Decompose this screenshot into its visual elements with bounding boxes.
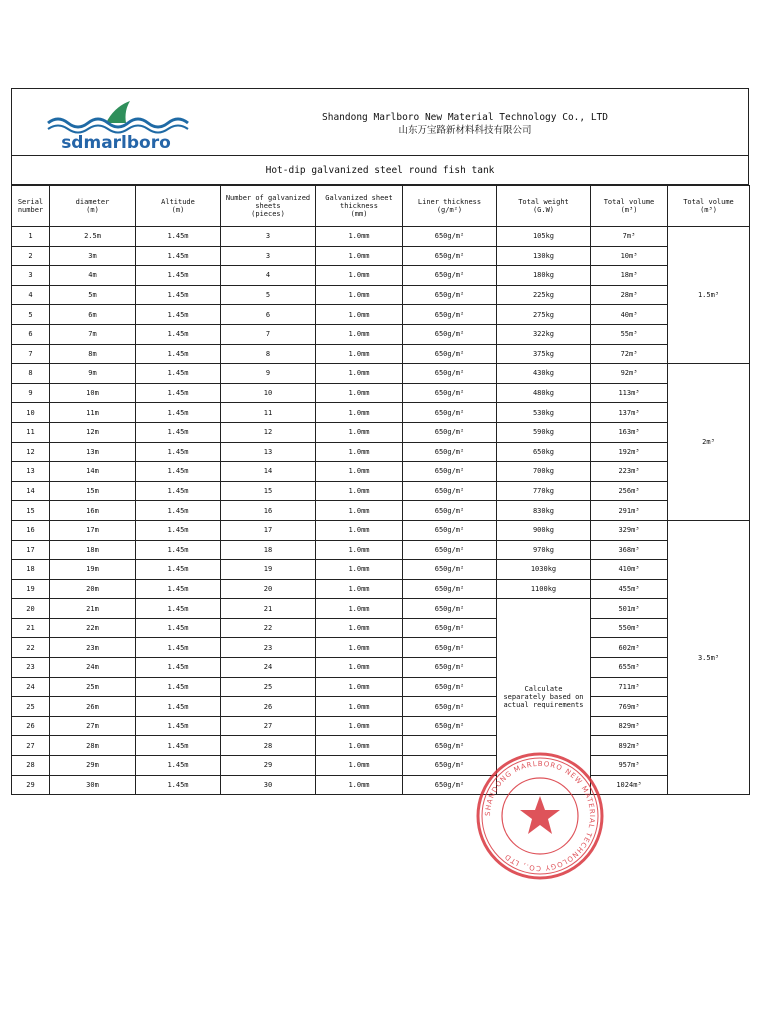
cell-n: 27 xyxy=(12,736,50,756)
cell-weight: 105kg xyxy=(497,227,591,247)
cell-d: 27m xyxy=(50,716,136,736)
column-header-unit: (g/m²) xyxy=(436,206,463,214)
cell-d: 21m xyxy=(50,599,136,619)
cell-a: 1.45m xyxy=(136,658,221,678)
cell-l: 650g/m² xyxy=(403,285,497,305)
column-header-unit: number xyxy=(17,206,44,214)
cell-a: 1.45m xyxy=(136,775,221,795)
cell-volume: 711m³ xyxy=(591,677,668,697)
cell-s: 24 xyxy=(221,658,316,678)
cell-s: 14 xyxy=(221,462,316,482)
cell-s: 28 xyxy=(221,736,316,756)
cell-s: 6 xyxy=(221,305,316,325)
table-row xyxy=(12,305,750,325)
cell-volume: 291m³ xyxy=(591,501,668,521)
cell-volume: 501m³ xyxy=(591,599,668,619)
cell-volume: 655m³ xyxy=(591,658,668,678)
cell-n: 5 xyxy=(12,305,50,325)
cell-l: 650g/m² xyxy=(403,481,497,501)
spec-table xyxy=(11,185,750,795)
cell-d: 24m xyxy=(50,658,136,678)
cell-l: 650g/m² xyxy=(403,462,497,482)
cell-d: 12m xyxy=(50,422,136,442)
cell-volume: 829m³ xyxy=(591,716,668,736)
table-row xyxy=(12,520,750,540)
cell-l: 650g/m² xyxy=(403,560,497,580)
column-header xyxy=(221,186,316,227)
column-header-label: diameter xyxy=(75,198,110,206)
company-logo xyxy=(44,97,189,151)
cell-t: 1.0mm xyxy=(316,579,403,599)
cell-t: 1.0mm xyxy=(316,618,403,638)
cell-weight: 700kg xyxy=(497,462,591,482)
cell-t: 1.0mm xyxy=(316,501,403,521)
cell-volume: 113m³ xyxy=(591,383,668,403)
cell-s: 4 xyxy=(221,266,316,286)
company-name-cn: 山东万宝路新材料科技有限公司 xyxy=(398,125,532,136)
column-header-label: Galvanized sheet thickness xyxy=(325,194,393,210)
table-row xyxy=(12,540,750,560)
cell-n: 3 xyxy=(12,266,50,286)
cell-l: 650g/m² xyxy=(403,618,497,638)
cell-l: 650g/m² xyxy=(403,227,497,247)
cell-weight: 1100kg xyxy=(497,579,591,599)
cell-l: 650g/m² xyxy=(403,716,497,736)
table-row xyxy=(12,324,750,344)
cell-a: 1.45m xyxy=(136,266,221,286)
cell-a: 1.45m xyxy=(136,383,221,403)
cell-volume: 18m³ xyxy=(591,266,668,286)
cell-t: 1.0mm xyxy=(316,422,403,442)
cell-a: 1.45m xyxy=(136,736,221,756)
table-row xyxy=(12,462,750,482)
cell-t: 1.0mm xyxy=(316,716,403,736)
cell-a: 1.45m xyxy=(136,638,221,658)
cell-n: 29 xyxy=(12,775,50,795)
cell-t: 1.0mm xyxy=(316,697,403,717)
cell-n: 18 xyxy=(12,560,50,580)
cell-n: 4 xyxy=(12,285,50,305)
cell-t: 1.0mm xyxy=(316,736,403,756)
cell-l: 650g/m² xyxy=(403,520,497,540)
table-row xyxy=(12,285,750,305)
table-row xyxy=(12,579,750,599)
cell-l: 650g/m² xyxy=(403,775,497,795)
cell-d: 2.5m xyxy=(50,227,136,247)
cell-t: 1.0mm xyxy=(316,305,403,325)
cell-l: 650g/m² xyxy=(403,422,497,442)
cell-a: 1.45m xyxy=(136,520,221,540)
cell-l: 650g/m² xyxy=(403,677,497,697)
cell-weight: 130kg xyxy=(497,246,591,266)
cell-s: 30 xyxy=(221,775,316,795)
cell-a: 1.45m xyxy=(136,501,221,521)
column-header-unit: (m) xyxy=(171,206,185,214)
document-header xyxy=(11,88,749,156)
cell-s: 17 xyxy=(221,520,316,540)
column-header xyxy=(497,186,591,227)
column-header-label: Altitude xyxy=(161,198,195,206)
table-row xyxy=(12,246,750,266)
cell-d: 28m xyxy=(50,736,136,756)
cell-a: 1.45m xyxy=(136,481,221,501)
cell-a: 1.45m xyxy=(136,246,221,266)
cell-weight: 275kg xyxy=(497,305,591,325)
column-header-unit: (mm) xyxy=(350,210,368,218)
cell-t: 1.0mm xyxy=(316,227,403,247)
cell-a: 1.45m xyxy=(136,716,221,736)
cell-d: 9m xyxy=(50,364,136,384)
column-header xyxy=(50,186,136,227)
cell-volume: 137m³ xyxy=(591,403,668,423)
cell-volume: 10m³ xyxy=(591,246,668,266)
cell-weight: 375kg xyxy=(497,344,591,364)
cell-weight: 1030kg xyxy=(497,560,591,580)
cell-d: 5m xyxy=(50,285,136,305)
cell-n: 6 xyxy=(12,324,50,344)
cell-s: 27 xyxy=(221,716,316,736)
cell-s: 10 xyxy=(221,383,316,403)
cell-t: 1.0mm xyxy=(316,638,403,658)
cell-d: 14m xyxy=(50,462,136,482)
cell-n: 2 xyxy=(12,246,50,266)
cell-s: 9 xyxy=(221,364,316,384)
cell-n: 15 xyxy=(12,501,50,521)
column-header xyxy=(591,186,668,227)
column-header xyxy=(12,186,50,227)
cell-d: 8m xyxy=(50,344,136,364)
spec-sheet xyxy=(11,88,749,795)
cell-n: 13 xyxy=(12,462,50,482)
cell-s: 12 xyxy=(221,422,316,442)
cell-weight: 830kg xyxy=(497,501,591,521)
table-row xyxy=(12,599,750,619)
cell-a: 1.45m xyxy=(136,344,221,364)
column-header xyxy=(668,186,750,227)
column-header-label: Total volume xyxy=(683,198,734,206)
cell-a: 1.45m xyxy=(136,442,221,462)
cell-l: 650g/m² xyxy=(403,658,497,678)
cell-a: 1.45m xyxy=(136,756,221,776)
table-row xyxy=(12,383,750,403)
cell-d: 29m xyxy=(50,756,136,776)
cell-a: 1.45m xyxy=(136,305,221,325)
cell-d: 20m xyxy=(50,579,136,599)
column-header xyxy=(136,186,221,227)
cell-a: 1.45m xyxy=(136,599,221,619)
table-row xyxy=(12,697,750,717)
cell-weight: 530kg xyxy=(497,403,591,423)
cell-d: 25m xyxy=(50,677,136,697)
cell-a: 1.45m xyxy=(136,422,221,442)
cell-s: 25 xyxy=(221,677,316,697)
cell-weight: 225kg xyxy=(497,285,591,305)
cell-t: 1.0mm xyxy=(316,246,403,266)
cell-t: 1.0mm xyxy=(316,658,403,678)
column-header-label: Total volume xyxy=(603,198,655,206)
cell-d: 3m xyxy=(50,246,136,266)
group-volume: 1.5m³ xyxy=(668,227,750,364)
cell-volume: 192m³ xyxy=(591,442,668,462)
cell-n: 16 xyxy=(12,520,50,540)
cell-d: 18m xyxy=(50,540,136,560)
cell-volume: 892m³ xyxy=(591,736,668,756)
cell-l: 650g/m² xyxy=(403,383,497,403)
cell-s: 18 xyxy=(221,540,316,560)
cell-weight: 770kg xyxy=(497,481,591,501)
table-row xyxy=(12,481,750,501)
cell-n: 1 xyxy=(12,227,50,247)
table-header-row xyxy=(12,186,750,227)
cell-n: 10 xyxy=(12,403,50,423)
column-header-label: Total weight xyxy=(518,198,569,206)
cell-l: 650g/m² xyxy=(403,266,497,286)
cell-d: 19m xyxy=(50,560,136,580)
cell-l: 650g/m² xyxy=(403,403,497,423)
column-header xyxy=(403,186,497,227)
column-header-label: Serial xyxy=(17,198,44,206)
cell-s: 26 xyxy=(221,697,316,717)
cell-d: 7m xyxy=(50,324,136,344)
cell-l: 650g/m² xyxy=(403,736,497,756)
column-header xyxy=(316,186,403,227)
table-row xyxy=(12,775,750,795)
table-row xyxy=(12,658,750,678)
cell-weight: 650kg xyxy=(497,442,591,462)
cell-t: 1.0mm xyxy=(316,442,403,462)
cell-a: 1.45m xyxy=(136,324,221,344)
group-volume: 3.5m³ xyxy=(668,520,750,794)
cell-s: 23 xyxy=(221,638,316,658)
table-row xyxy=(12,677,750,697)
cell-a: 1.45m xyxy=(136,462,221,482)
table-row xyxy=(12,638,750,658)
cell-l: 650g/m² xyxy=(403,756,497,776)
cell-n: 7 xyxy=(12,344,50,364)
cell-t: 1.0mm xyxy=(316,285,403,305)
column-header-unit: (m³) xyxy=(620,206,638,214)
cell-weight: 430kg xyxy=(497,364,591,384)
cell-s: 15 xyxy=(221,481,316,501)
cell-volume: 1024m³ xyxy=(591,775,668,795)
cell-t: 1.0mm xyxy=(316,599,403,619)
cell-d: 11m xyxy=(50,403,136,423)
table-row xyxy=(12,501,750,521)
cell-d: 16m xyxy=(50,501,136,521)
cell-weight: 180kg xyxy=(497,266,591,286)
table-row xyxy=(12,422,750,442)
table-row xyxy=(12,618,750,638)
cell-l: 650g/m² xyxy=(403,442,497,462)
table-row xyxy=(12,344,750,364)
cell-a: 1.45m xyxy=(136,364,221,384)
cell-t: 1.0mm xyxy=(316,364,403,384)
cell-volume: 410m³ xyxy=(591,560,668,580)
cell-t: 1.0mm xyxy=(316,403,403,423)
table-row xyxy=(12,560,750,580)
cell-d: 22m xyxy=(50,618,136,638)
cell-volume: 455m³ xyxy=(591,579,668,599)
cell-t: 1.0mm xyxy=(316,775,403,795)
cell-a: 1.45m xyxy=(136,618,221,638)
cell-l: 650g/m² xyxy=(403,599,497,619)
cell-l: 650g/m² xyxy=(403,324,497,344)
cell-n: 12 xyxy=(12,442,50,462)
cell-n: 9 xyxy=(12,383,50,403)
cell-n: 25 xyxy=(12,697,50,717)
cell-d: 26m xyxy=(50,697,136,717)
cell-n: 22 xyxy=(12,638,50,658)
cell-n: 17 xyxy=(12,540,50,560)
table-row xyxy=(12,266,750,286)
cell-s: 21 xyxy=(221,599,316,619)
cell-n: 24 xyxy=(12,677,50,697)
cell-t: 1.0mm xyxy=(316,324,403,344)
cell-s: 8 xyxy=(221,344,316,364)
cell-t: 1.0mm xyxy=(316,560,403,580)
cell-n: 23 xyxy=(12,658,50,678)
cell-t: 1.0mm xyxy=(316,481,403,501)
group-volume: 2m³ xyxy=(668,364,750,521)
cell-l: 650g/m² xyxy=(403,305,497,325)
cell-n: 19 xyxy=(12,579,50,599)
cell-d: 6m xyxy=(50,305,136,325)
table-row xyxy=(12,227,750,247)
cell-d: 23m xyxy=(50,638,136,658)
cell-volume: 957m³ xyxy=(591,756,668,776)
cell-d: 15m xyxy=(50,481,136,501)
cell-n: 11 xyxy=(12,422,50,442)
cell-volume: 92m³ xyxy=(591,364,668,384)
cell-weight: 480kg xyxy=(497,383,591,403)
cell-weight: 590kg xyxy=(497,422,591,442)
cell-t: 1.0mm xyxy=(316,462,403,482)
table-title: Hot-dip galvanized steel round fish tank xyxy=(11,156,749,185)
column-header-unit: (m³) xyxy=(700,206,717,214)
cell-n: 21 xyxy=(12,618,50,638)
company-seal xyxy=(476,752,604,880)
cell-volume: 769m³ xyxy=(591,697,668,717)
cell-n: 8 xyxy=(12,364,50,384)
table-row xyxy=(12,442,750,462)
cell-volume: 28m³ xyxy=(591,285,668,305)
column-header-unit: (pieces) xyxy=(251,210,285,218)
table-row xyxy=(12,716,750,736)
cell-volume: 368m³ xyxy=(591,540,668,560)
cell-s: 29 xyxy=(221,756,316,776)
cell-s: 20 xyxy=(221,579,316,599)
cell-volume: 602m³ xyxy=(591,638,668,658)
cell-s: 7 xyxy=(221,324,316,344)
cell-a: 1.45m xyxy=(136,285,221,305)
column-header-unit: (m) xyxy=(86,206,99,214)
cell-volume: 163m³ xyxy=(591,422,668,442)
cell-l: 650g/m² xyxy=(403,501,497,521)
cell-volume: 55m³ xyxy=(591,324,668,344)
cell-volume: 550m³ xyxy=(591,618,668,638)
cell-s: 22 xyxy=(221,618,316,638)
cell-a: 1.45m xyxy=(136,227,221,247)
cell-d: 10m xyxy=(50,383,136,403)
cell-t: 1.0mm xyxy=(316,344,403,364)
cell-a: 1.45m xyxy=(136,403,221,423)
cell-s: 16 xyxy=(221,501,316,521)
cell-volume: 256m³ xyxy=(591,481,668,501)
seal-text: SHANDONG MARLBORO NEW MATERIAL TECHNOLOGY CO., LTD xyxy=(483,759,597,873)
cell-a: 1.45m xyxy=(136,560,221,580)
cell-l: 650g/m² xyxy=(403,579,497,599)
cell-s: 3 xyxy=(221,227,316,247)
column-header-label: Number of galvanized sheets xyxy=(225,194,311,210)
cell-a: 1.45m xyxy=(136,677,221,697)
cell-t: 1.0mm xyxy=(316,677,403,697)
cell-weight: 970kg xyxy=(497,540,591,560)
cell-l: 650g/m² xyxy=(403,246,497,266)
cell-volume: 72m³ xyxy=(591,344,668,364)
cell-l: 650g/m² xyxy=(403,638,497,658)
cell-l: 650g/m² xyxy=(403,344,497,364)
column-header-unit: (G.W) xyxy=(532,206,555,214)
star-icon xyxy=(520,796,560,834)
column-header-label: Liner thickness xyxy=(417,198,482,206)
cell-s: 19 xyxy=(221,560,316,580)
cell-t: 1.0mm xyxy=(316,520,403,540)
cell-s: 13 xyxy=(221,442,316,462)
cell-d: 13m xyxy=(50,442,136,462)
cell-t: 1.0mm xyxy=(316,266,403,286)
cell-l: 650g/m² xyxy=(403,697,497,717)
cell-t: 1.0mm xyxy=(316,756,403,776)
cell-a: 1.45m xyxy=(136,697,221,717)
company-name xyxy=(192,111,738,137)
cell-n: 20 xyxy=(12,599,50,619)
cell-n: 28 xyxy=(12,756,50,776)
weight-note: Calculate separately based on actual requirements xyxy=(497,599,591,795)
cell-d: 17m xyxy=(50,520,136,540)
table-row xyxy=(12,756,750,776)
cell-n: 14 xyxy=(12,481,50,501)
table-row xyxy=(12,736,750,756)
table-row xyxy=(12,403,750,423)
cell-volume: 7m³ xyxy=(591,227,668,247)
table-row xyxy=(12,364,750,384)
cell-l: 650g/m² xyxy=(403,540,497,560)
cell-l: 650g/m² xyxy=(403,364,497,384)
cell-weight: 900kg xyxy=(497,520,591,540)
cell-s: 5 xyxy=(221,285,316,305)
cell-a: 1.45m xyxy=(136,579,221,599)
cell-s: 3 xyxy=(221,246,316,266)
cell-n: 26 xyxy=(12,716,50,736)
shark-fin-icon xyxy=(106,101,130,123)
cell-volume: 40m³ xyxy=(591,305,668,325)
cell-volume: 329m³ xyxy=(591,520,668,540)
cell-volume: 223m³ xyxy=(591,462,668,482)
cell-s: 11 xyxy=(221,403,316,423)
cell-t: 1.0mm xyxy=(316,383,403,403)
company-name-en: Shandong Marlboro New Material Technology Co., LTD xyxy=(322,112,608,123)
cell-d: 30m xyxy=(50,775,136,795)
logo-text: sdmarlboro xyxy=(61,133,171,151)
cell-t: 1.0mm xyxy=(316,540,403,560)
cell-d: 4m xyxy=(50,266,136,286)
cell-a: 1.45m xyxy=(136,540,221,560)
cell-weight: 322kg xyxy=(497,324,591,344)
